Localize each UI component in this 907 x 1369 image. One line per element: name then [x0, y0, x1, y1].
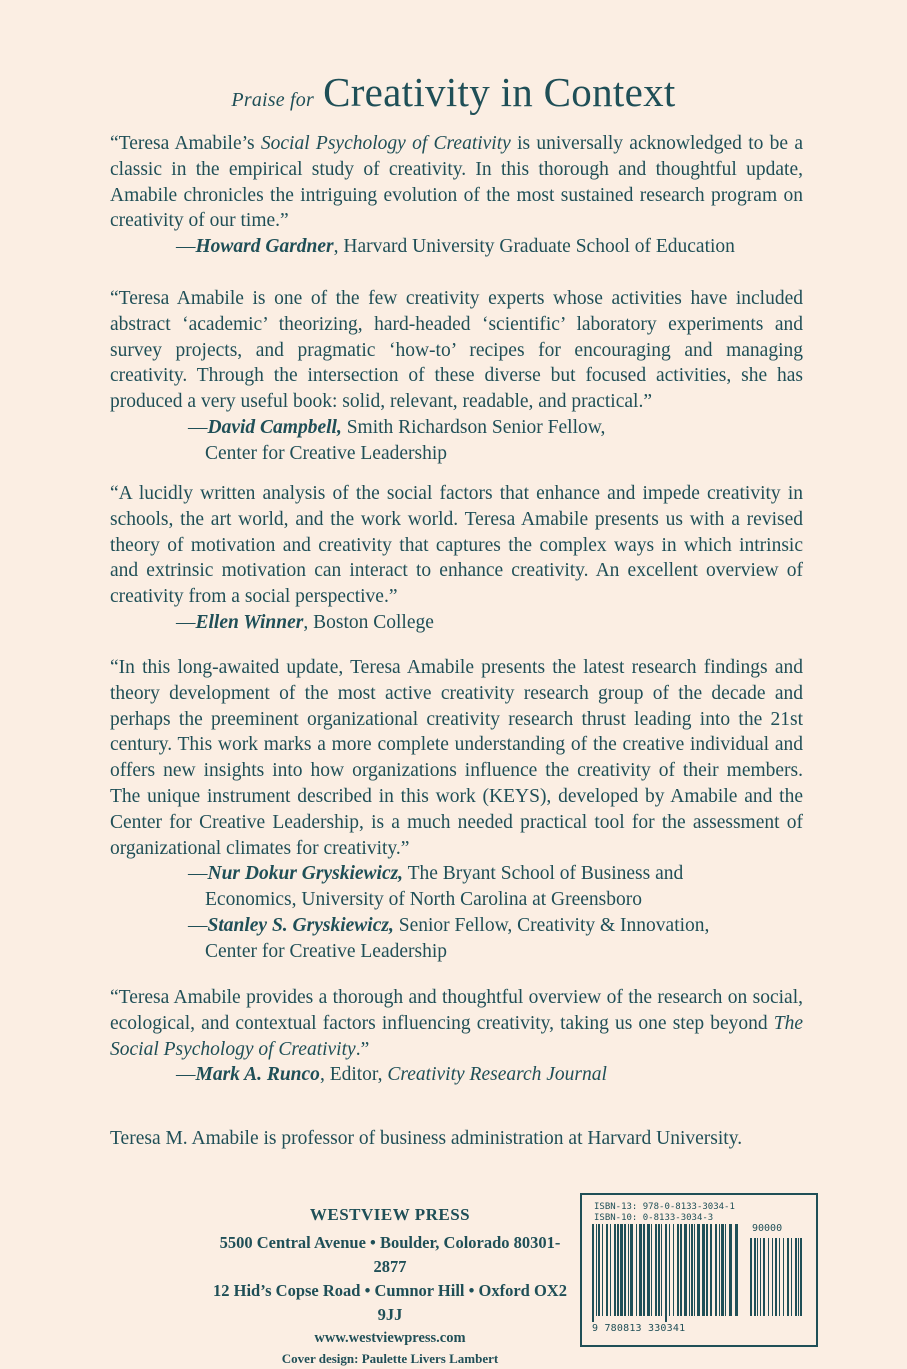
barcode-bar [719, 1224, 720, 1316]
barcode-bar [729, 1224, 732, 1316]
barcode-digits: 9 780813 330341 [592, 1323, 686, 1334]
barcode-box [580, 1193, 818, 1347]
cover-design-credit: Cover design: Paulette Livers Lambert [281, 1351, 499, 1366]
barcode-addon-bar [787, 1238, 789, 1316]
quote-gardner [110, 131, 803, 260]
praise-label: Praise for [231, 89, 314, 111]
quote-attribution-cont: Center for Creative Leadership [205, 442, 448, 464]
quote-text: “Teresa Amabile provides a thorough and thoughtful overview of the research on social, ecological, and contextual factors influencing creativity, taking us one step beyond The Social Psychology of Creativity.” [110, 987, 803, 1060]
barcode-addon-bar [798, 1238, 799, 1316]
quote-text: “Teresa Amabile is one of the few creativity experts whose activities have included abstract ‘academic’ theorizing, hard-headed ‘scientific’ laboratory experiments and survey projects, and pragmatic ‘how-to’ recipes for encouraging and managing creativity. Through the intersection of these diverse but focused activities, she has produced a very useful book: solid, relevant, readable, and practical.” [110, 288, 803, 413]
quote-runco [110, 985, 803, 1088]
barcode-bar [643, 1224, 645, 1316]
barcode-addon-bar [754, 1238, 756, 1316]
quote-attribution: —Mark A. Runco, Editor, Creativity Research Journal [176, 1064, 607, 1086]
barcode-addon-bar [775, 1238, 777, 1316]
barcode-addon-bar [768, 1238, 769, 1316]
barcode-bar [665, 1224, 667, 1322]
barcode-bar [606, 1224, 608, 1316]
barcode-addon-bar [795, 1238, 797, 1316]
barcode-addon-bar [763, 1238, 765, 1316]
barcode-addon-bar [783, 1238, 784, 1316]
barcode-bar [725, 1224, 726, 1316]
barcode-bar [706, 1224, 708, 1316]
quote-attribution: —Ellen Winner, Boston College [176, 611, 434, 633]
barcode-bar [651, 1224, 652, 1316]
barcode-bar [735, 1224, 738, 1316]
quote-text: “Teresa Amabile’s Social Psychology of Creativity is universally acknowledged to be a classic in the empirical study of creativity. In this thorough and thoughtful update, Amabile chronicles the intriguing evolution of the most sustained research program on creativity of our time.” [110, 133, 804, 232]
barcode-addon-bar [791, 1238, 792, 1316]
barcode-bar [602, 1224, 603, 1316]
author-bio: Teresa M. Amabile is professor of business administration at Harvard University. [110, 1128, 743, 1149]
barcode-addon-bar [772, 1238, 773, 1316]
quote-campbell [110, 286, 803, 467]
quote-attribution-cont: Center for Creative Leadership [205, 940, 448, 962]
publisher-name: WESTVIEW PRESS [309, 1205, 471, 1224]
publisher-address-uk: 12 Hid’s Copse Road • Cumnor Hill • Oxford OX2 9JJ [213, 1281, 567, 1324]
publisher-address-us: 5500 Central Avenue • Boulder, Colorado 80301-2877 [219, 1233, 561, 1276]
barcode-bar [661, 1224, 662, 1316]
barcode-bar [598, 1224, 600, 1316]
barcode-addon-bar [750, 1238, 752, 1316]
barcode-addon-bar [800, 1238, 802, 1316]
barcode-bar [673, 1224, 674, 1316]
barcode-addon-bar [760, 1238, 761, 1316]
barcode-bar [596, 1224, 597, 1316]
barcode-bar [617, 1224, 619, 1316]
header [0, 68, 907, 116]
barcode-bar [680, 1224, 682, 1316]
barcode-bar [677, 1224, 679, 1316]
isbn-13: ISBN-13: 978-0-8133-3034-1 [594, 1202, 735, 1212]
barcode-bar [655, 1224, 657, 1316]
barcode-bar [620, 1224, 623, 1316]
barcode-bar [614, 1224, 616, 1316]
quote-text: “A lucidly written analysis of the social factors that enhance and impede creativity in schools, the art world, and the work world. Teresa Amabile presents us with a revised theory of motivation and creativity that captures the complex ways in which intrinsic and extrinsic motivation can interact to enhance creativity. An excellent overview of creativity from a social perspective.” [110, 483, 803, 608]
barcode-bar [691, 1224, 693, 1316]
quote-attribution: —Stanley S. Gryskiewicz, Senior Fellow, Creativity & Innovation, [188, 914, 710, 936]
book-title: Creativity in Context [323, 69, 676, 115]
publisher-website: www.westviewpress.com [314, 1330, 466, 1346]
barcode-bar [694, 1224, 695, 1316]
barcode-bar [647, 1224, 650, 1316]
barcode-bar [669, 1224, 670, 1316]
isbn-lines [594, 1202, 735, 1224]
barcode-bar [684, 1224, 687, 1316]
barcode-bar [689, 1224, 690, 1316]
barcode-bar [610, 1224, 611, 1316]
quote-attribution: —David Campbell, Smith Richardson Senior Fellow, [188, 416, 606, 438]
barcode-bar [636, 1224, 637, 1316]
barcode-bar [658, 1224, 660, 1316]
quote-attribution: —Howard Gardner, Harvard University Graduate School of Education [176, 236, 735, 258]
barcode-bar [628, 1224, 629, 1316]
barcode-bar [630, 1224, 633, 1316]
publisher-block [210, 1205, 570, 1369]
barcode-bar [715, 1224, 717, 1316]
barcode-bar [702, 1224, 705, 1316]
barcode-addon-bar [757, 1238, 758, 1316]
barcode-bar [710, 1224, 712, 1316]
isbn-10: ISBN-10: 0-8133-3034-3 [594, 1213, 714, 1223]
price-code: 90000 [752, 1223, 783, 1234]
barcode-bar [624, 1224, 626, 1316]
quote-winner [110, 481, 803, 636]
barcode-bar [639, 1224, 642, 1316]
quote-attribution-cont: Economics, University of North Carolina at Greensboro [205, 889, 643, 911]
quote-gryskiewicz [110, 655, 803, 965]
barcode-bar [697, 1224, 700, 1316]
barcode-image [590, 1224, 808, 1322]
barcode-addon-bar [779, 1238, 780, 1316]
barcode-bar [721, 1224, 724, 1316]
quote-text: “In this long-awaited update, Teresa Amabile presents the latest research findings and theory development of the most active creativity research group of the decade and perhaps the preeminent organizational creativity research thrust leading into the 21st century. This work marks a more complete understanding of the creative individual and offers new insights into how organizations influence the creativity of their members. The unique instrument described in this work (KEYS), developed by Amabile and the Center for Creative Leadership, is a much needed practical tool for the assessment of organizational climates for creativity.” [110, 657, 803, 859]
barcode-bar [592, 1224, 594, 1322]
quote-attribution: —Nur Dokur Gryskiewicz, The Bryant School of Business and [188, 863, 684, 885]
